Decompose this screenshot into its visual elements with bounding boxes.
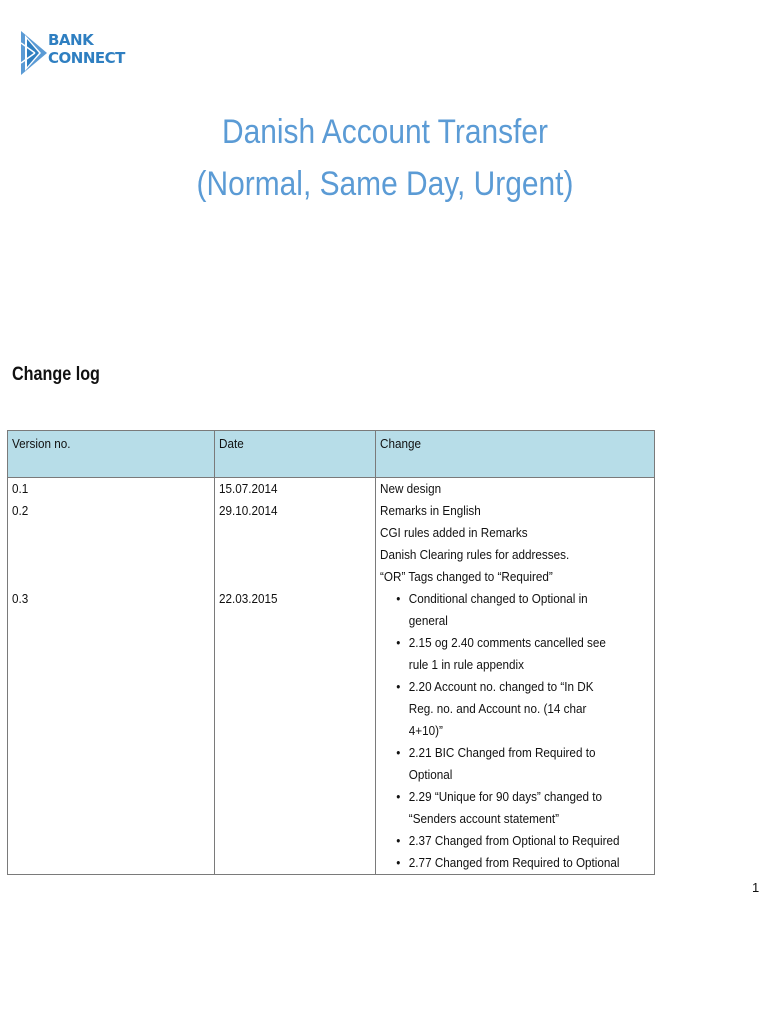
bank-connect-logo (21, 31, 125, 77)
bullet-item: • Conditional changed to Optional in general (396, 588, 621, 632)
bank-connect-logo-mark-icon (21, 31, 47, 75)
change-log-table (7, 430, 655, 875)
change-line: Remarks in English (380, 503, 481, 518)
header-date: Date (215, 431, 376, 478)
title-line-1: Danish Account Transfer (222, 113, 548, 151)
bullet-item: • 2.15 og 2.40 comments cancelled see rule 1 in rule appendix (396, 632, 621, 676)
cell-version: 0.2 (8, 500, 215, 588)
section-heading: Change log (12, 364, 100, 385)
cell-date: 29.10.2014 (215, 500, 376, 588)
bullet-item: • 2.20 Account no. changed to “In DK Reg. no. and Account no. (14 char 4+10)” (396, 676, 621, 742)
cell-date: 15.07.2014 (215, 478, 376, 501)
table-row-version-0-2 (8, 500, 655, 588)
header-change: Change (376, 431, 655, 478)
title-line-2: (Normal, Same Day, Urgent) (196, 165, 574, 203)
logo-line-2: CONNECT (48, 49, 125, 67)
logo-wordmark (48, 31, 125, 67)
bullet-item: • 2.77 Changed from Required to Optional (396, 852, 621, 874)
header-version: Version no. (8, 431, 215, 478)
table-row-version-0-1 (8, 478, 655, 501)
cell-version: 0.1 (8, 478, 215, 501)
bullet-item: • 2.21 BIC Changed from Required to Optional (396, 742, 621, 786)
change-line: “OR” Tags changed to “Required” (380, 569, 553, 584)
table-row-version-0-3 (8, 588, 655, 875)
change-bullet-list (380, 588, 627, 874)
page-number: 1 (752, 880, 760, 895)
cell-change: New design (376, 478, 655, 501)
change-line: Danish Clearing rules for addresses. (380, 547, 570, 562)
cell-date: 22.03.2015 (215, 588, 376, 875)
bullet-item: • 2.29 “Unique for 90 days” changed to “Senders account statement” (396, 786, 621, 830)
logo-line-1: BANK (48, 31, 94, 49)
cell-version: 0.3 (8, 588, 215, 875)
change-line: CGI rules added in Remarks (380, 525, 528, 540)
cell-change (376, 500, 655, 588)
document-title (46, 106, 724, 210)
table-header-row (8, 431, 655, 478)
bullet-item: • 2.37 Changed from Optional to Required (396, 830, 621, 852)
cell-change (376, 588, 655, 875)
